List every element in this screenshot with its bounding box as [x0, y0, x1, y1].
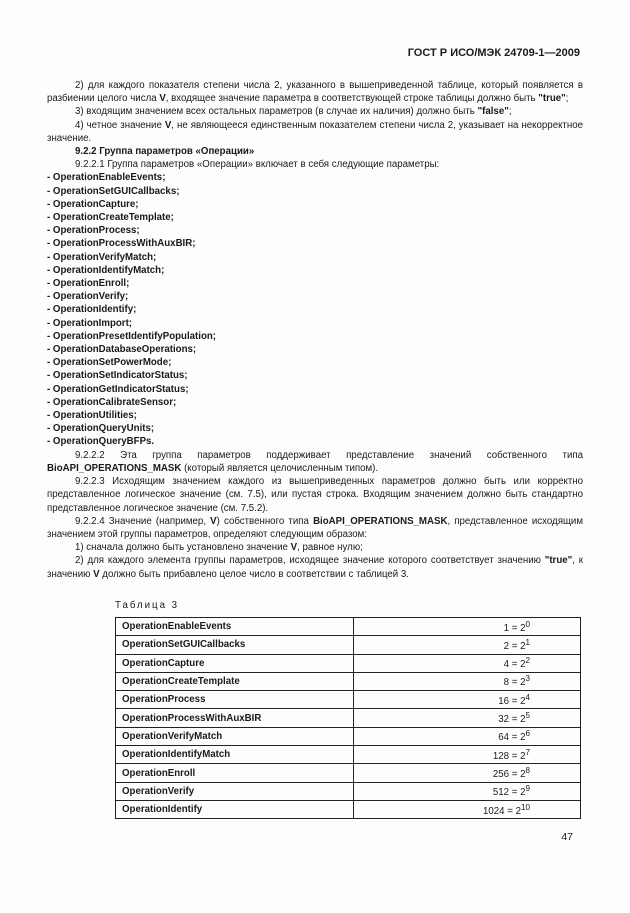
section-heading-9-2-2: 9.2.2 Группа параметров «Операции» [75, 146, 255, 158]
table-row [116, 672, 581, 690]
table-cell-name: OperationSetGUICallbacks [116, 636, 354, 654]
table-cell-name: OperationCreateTemplate [116, 672, 354, 690]
paragraph-9-2-2-4: 9.2.2.4 Значение (например, V) собственного типа BioAPI_OPERATIONS_MASK, представленное исходящим значением этой группы параметров, определяют следующим образом: [47, 515, 583, 540]
table-cell-name: OperationIdentify [116, 800, 354, 818]
list-item: - OperationCreateTemplate; [47, 212, 174, 224]
table-cell-value: $1024 = 2^{10}$ [354, 800, 581, 818]
table-cell-value: $64 = 2^6$ [354, 727, 581, 745]
table-cell-name: OperationEnroll [116, 764, 354, 782]
list-item: - OperationVerifyMatch; [47, 251, 157, 263]
operations-mask-table [115, 617, 581, 819]
table-row [116, 746, 581, 764]
table-caption: Таблица 3 [115, 600, 180, 611]
list-item: - OperationCapture; [47, 198, 139, 210]
table-cell-value: $4 = 2^2$ [354, 654, 581, 672]
table-cell-value: $256 = 2^8$ [354, 764, 581, 782]
list-item: - OperationSetPowerMode; [47, 357, 172, 369]
list-item: - OperationVerify; [47, 291, 129, 303]
table-cell-name: OperationProcessWithAuxBIR [116, 709, 354, 727]
paragraph-step-1: 1) сначала должно быть установлено значение V, равное нулю; [75, 542, 363, 554]
list-item: - OperationPresetIdentifyPopulation; [47, 330, 217, 342]
paragraph-9-2-2-3: 9.2.2.3 Исходящим значением каждого из вышеприведенных параметров должно быть или корректно представленное логическое значение (см. 7.5), или пустая строка. Входящим значением должно быть стандартно представленное логическое значение (см. 7.5.2). [47, 476, 583, 514]
table-cell-name: OperationVerifyMatch [116, 727, 354, 745]
list-item: - OperationImport; [47, 317, 133, 329]
list-item: - OperationEnroll; [47, 278, 130, 290]
table-cell-name: OperationCapture [116, 654, 354, 672]
list-item: - OperationGetIndicatorStatus; [47, 383, 189, 395]
list-item: - OperationUtilities; [47, 410, 137, 422]
list-item: - OperationEnableEvents; [47, 172, 166, 184]
paragraph-even-rule: 4) четное значение V, не являющееся единственным показателем степени числа 2, указывает на некорректное значение. [47, 119, 583, 144]
paragraph-false-rule: 3) входящим значением всех остальных параметров (в случае их наличия) должно быть "false"; [75, 106, 512, 118]
list-item: - OperationQueryBFPs. [47, 436, 155, 448]
table-row [116, 764, 581, 782]
list-item: - OperationProcessWithAuxBIR; [47, 238, 196, 250]
table-row [116, 691, 581, 709]
list-item: - OperationQueryUnits; [47, 423, 155, 435]
document-body [47, 79, 583, 581]
table-cell-value: $16 = 2^4$ [354, 691, 581, 709]
table-cell-value: $1 = 2^0$ [354, 618, 581, 636]
document-header: ГОСТ Р ИСО/МЭК 24709-1—2009 [407, 47, 580, 59]
table-cell-name: OperationVerify [116, 782, 354, 800]
list-item: - OperationSetIndicatorStatus; [47, 370, 188, 382]
list-item: - OperationIdentify; [47, 304, 137, 316]
table-cell-value: $2 = 2^1$ [354, 636, 581, 654]
list-item: - OperationSetGUICallbacks; [47, 185, 180, 197]
paragraph-true-rule: 2) для каждого показателя степени числа 2, указанного в вышеприведенной таблице, который появляется в разбиении целого числа V, входящее значение параметра в соответствующей строке таблицы должно быть "true"; [47, 80, 583, 105]
paragraph-9-2-2-2: 9.2.2.2 Эта группа параметров поддерживает представление значений собственного типа BioAPI_OPERATIONS_MASK (который является целочисленным типом). [47, 449, 583, 474]
table-row [116, 800, 581, 818]
paragraph-9-2-2-1: 9.2.2.1 Группа параметров «Операции» включает в себя следующие параметры: [75, 159, 440, 171]
table-row [116, 618, 581, 636]
table-row [116, 654, 581, 672]
table-row [116, 782, 581, 800]
table-cell-name: OperationProcess [116, 691, 354, 709]
table-row [116, 727, 581, 745]
list-item: - OperationIdentifyMatch; [47, 264, 165, 276]
table-cell-name: OperationEnableEvents [116, 618, 354, 636]
table-cell-value: $512 = 2^9$ [354, 782, 581, 800]
table-cell-value: $128 = 2^7$ [354, 746, 581, 764]
paragraph-step-2: 2) для каждого элемента группы параметров, исходящее значение которого соответствует значению "true", к значению V должно быть прибавлено целое число в соответствии с таблицей 3. [47, 555, 583, 580]
table-row [116, 636, 581, 654]
table-row [116, 709, 581, 727]
page-number: 47 [561, 831, 573, 843]
parameter-list [47, 171, 583, 448]
list-item: - OperationCalibrateSensor; [47, 396, 177, 408]
list-item: - OperationProcess; [47, 225, 140, 237]
list-item: - OperationDatabaseOperations; [47, 344, 197, 356]
table-cell-value: $32 = 2^5$ [354, 709, 581, 727]
table-cell-name: OperationIdentifyMatch [116, 746, 354, 764]
table-cell-value: $8 = 2^3$ [354, 672, 581, 690]
